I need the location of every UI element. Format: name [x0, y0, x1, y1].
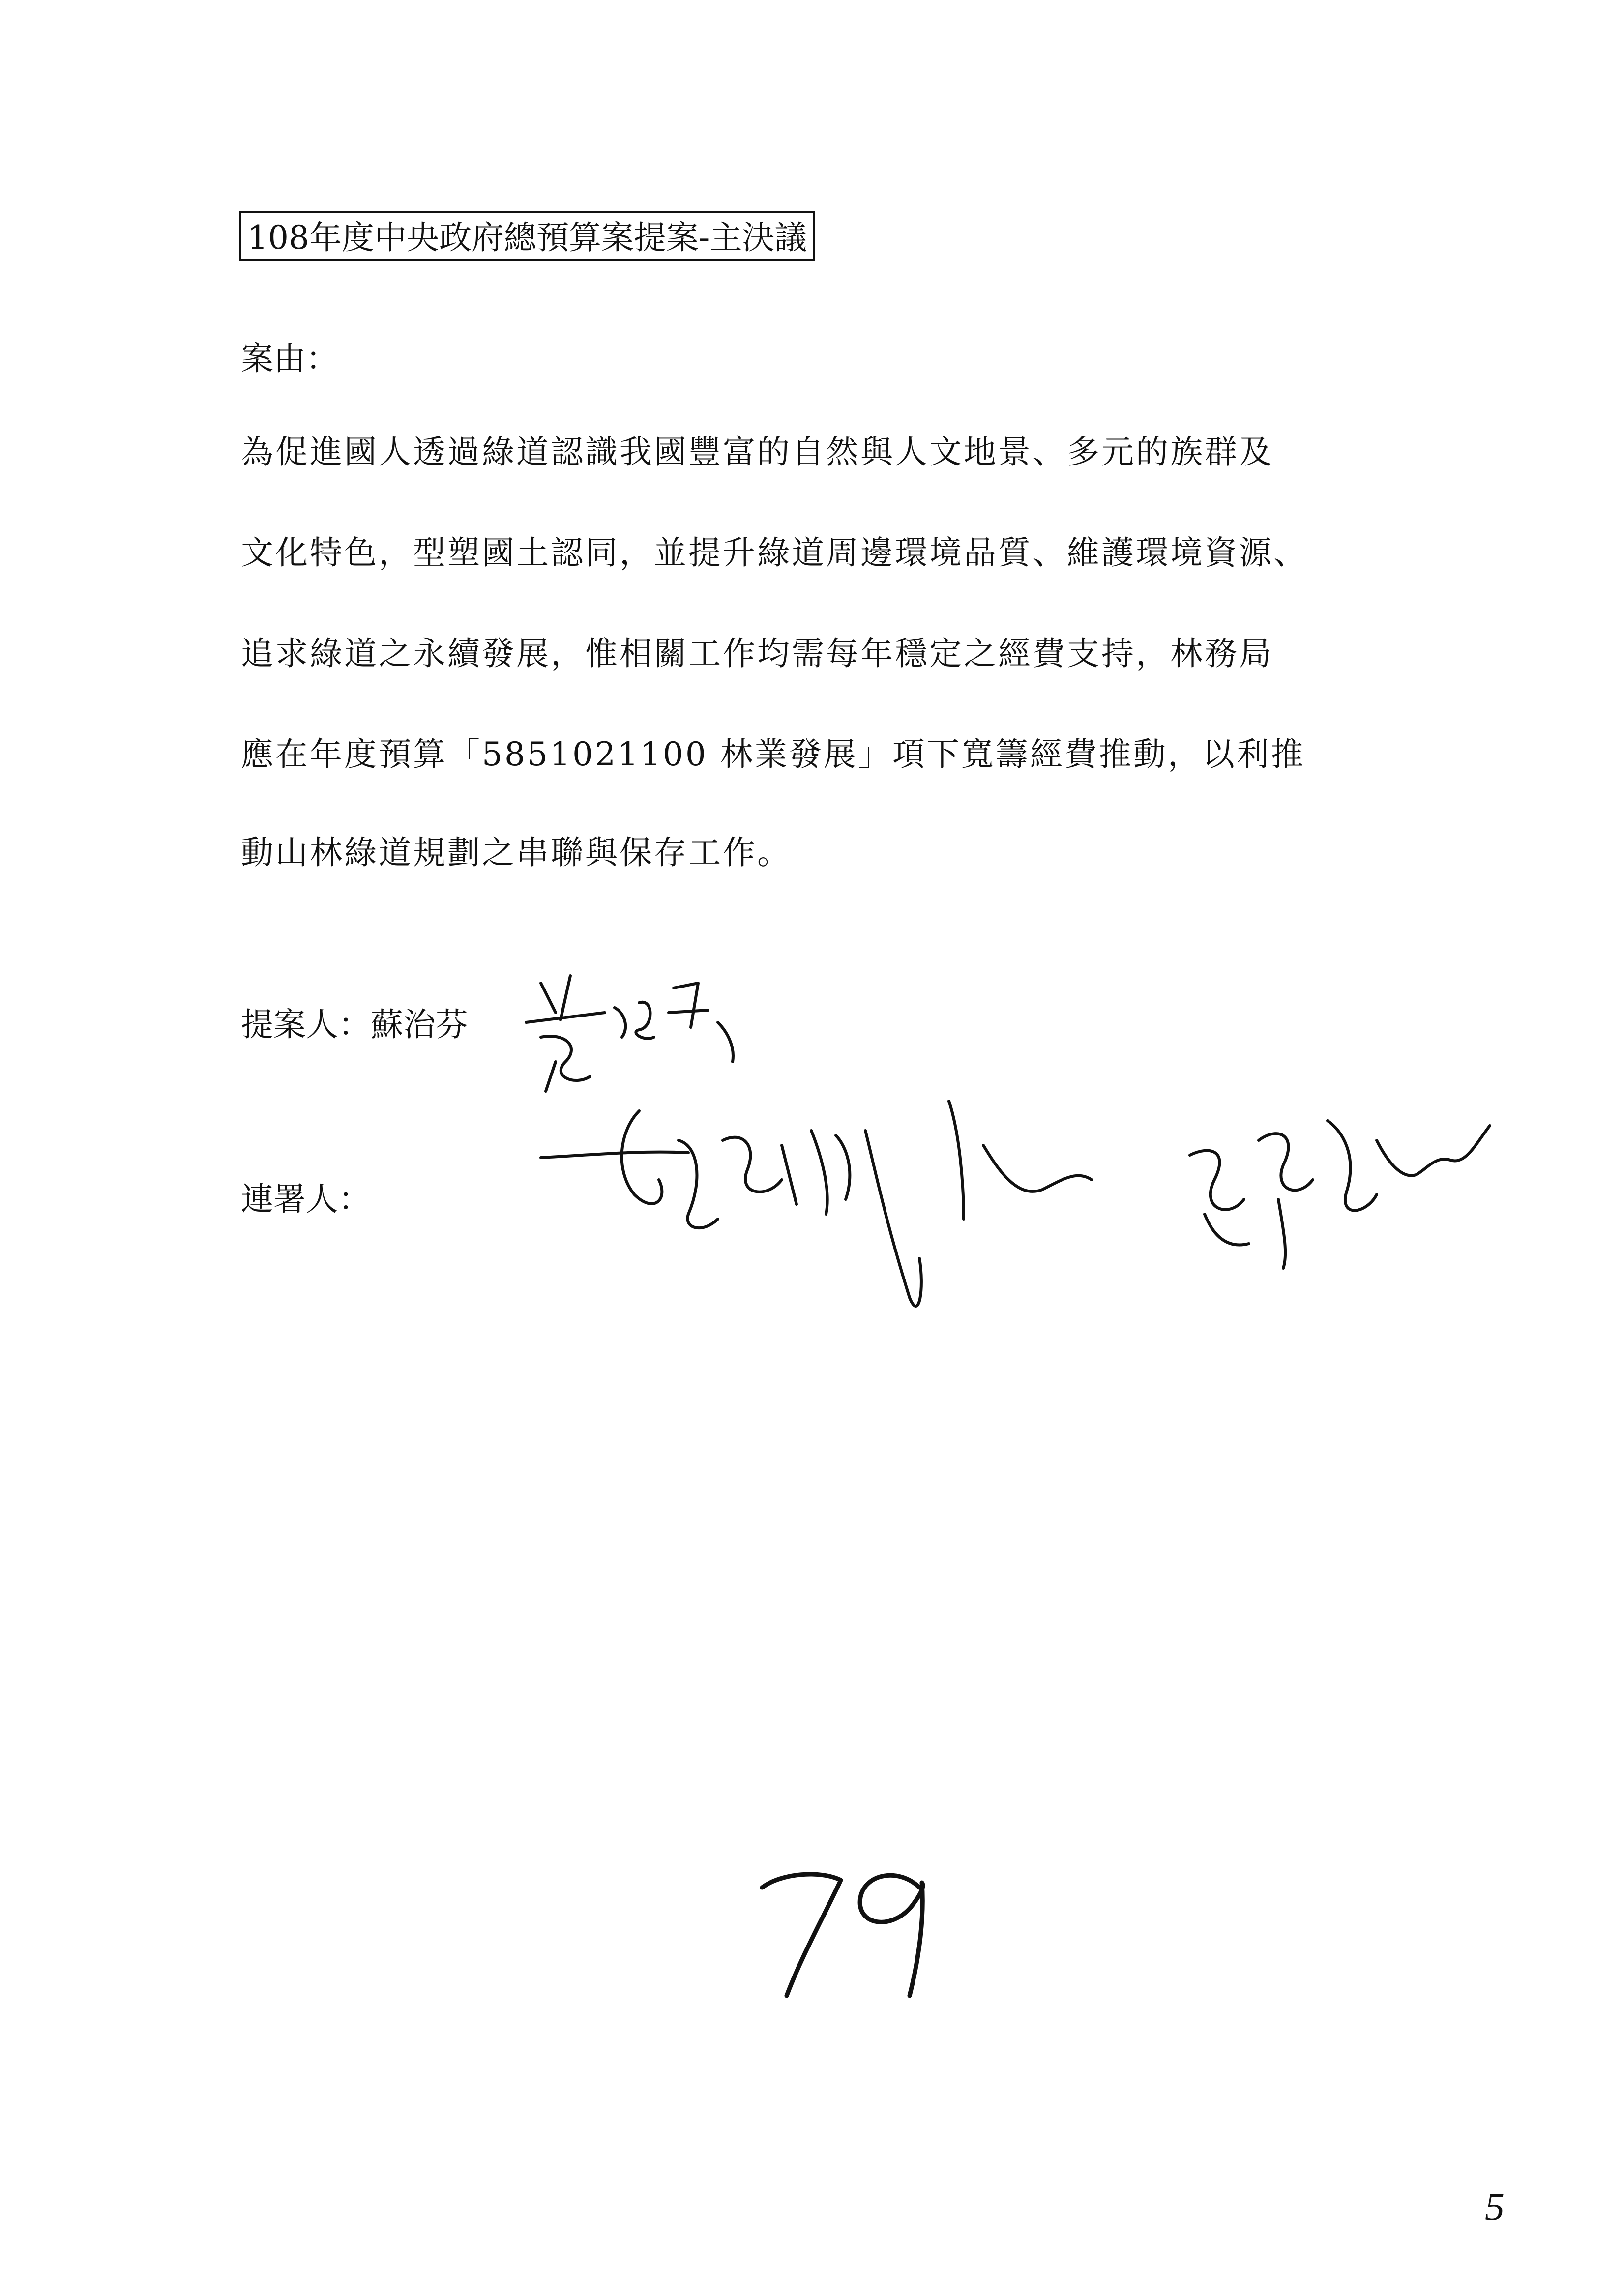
cosigner-label: 連署人：	[241, 1180, 371, 1218]
cosigner-signature-2	[1190, 1121, 1490, 1268]
document-title: 108年度中央政府總預算案提案-主決議	[239, 211, 815, 261]
proposer-label: 提案人：	[241, 1006, 371, 1044]
proposer-signature	[526, 976, 733, 1091]
handwritten-number	[752, 1858, 959, 2005]
proposer-row	[241, 1005, 468, 1045]
cosigner-signature-1	[541, 1101, 1092, 1306]
case-text-line: 應在年度預算「5851021100 林業發展」項下寬籌經費推動，以利推	[241, 735, 1305, 773]
case-text-line: 文化特色，型塑國土認同，並提升綠道周邊環境品質、維護環境資源、	[241, 534, 1308, 572]
case-text-line: 追求綠道之永續發展，惟相關工作均需每年穩定之經費支持，林務局	[241, 635, 1273, 672]
page-number: 5	[1485, 2185, 1505, 2229]
case-text-line: 動山林綠道規劃之串聯與保存工作。	[241, 834, 792, 872]
proposer-name: 蘇治芬	[371, 1006, 468, 1044]
case-label: 案由：	[241, 340, 338, 378]
case-text-line: 為促進國人透過綠道認識我國豐富的自然與人文地景、多元的族群及	[241, 433, 1273, 471]
cosigner-row	[241, 1180, 371, 1219]
